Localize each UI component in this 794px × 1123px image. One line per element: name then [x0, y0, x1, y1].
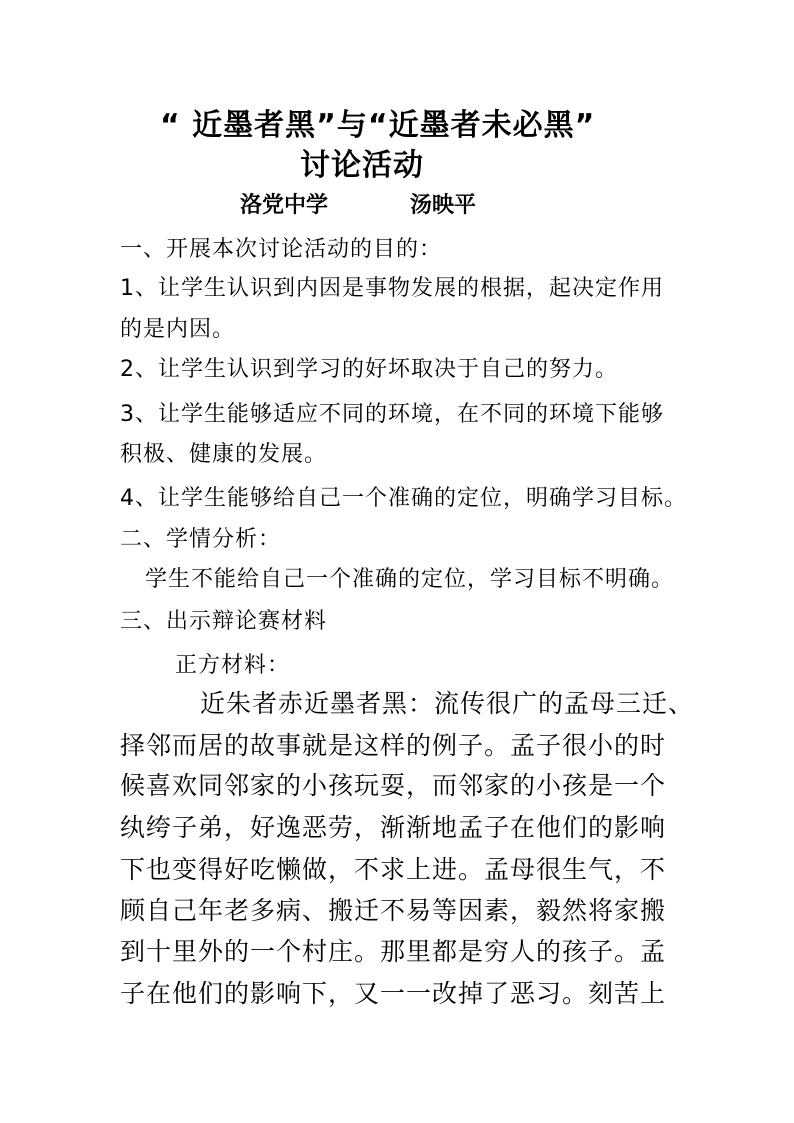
para-line-1: 近朱者赤近墨者黑：流传很广的孟母三迁、 [200, 689, 695, 718]
section1-line-4: 3、让学生能够适应不同的环境，在不同的环境下能够 [120, 402, 664, 427]
para-line-6: 顾自己年老多病、搬迁不易等因素，毅然将家搬 [120, 896, 667, 925]
section1-line-6: 4、让学生能够给自己一个准确的定位，明确学习目标。 [120, 486, 687, 511]
section3-heading: 三、出示辩论赛材料 [120, 609, 328, 634]
title-line-1: “ 近墨者黑”与“近墨者未必黑” [160, 108, 596, 143]
para-line-4: 纨绔子弟，好逸恶劳，渐渐地孟子在他们的影响 [120, 813, 667, 842]
section1-line-3: 2、让学生认识到学习的好坏取决于自己的努力。 [120, 357, 618, 382]
para-line-7: 到十里外的一个村庄。那里都是穷人的孩子。孟 [120, 937, 667, 966]
section2-text: 学生不能给自己一个准确的定位，学习目标不明确。 [145, 567, 675, 592]
para-line-3: 候喜欢同邻家的小孩玩耍，而邻家的小孩是一个 [120, 771, 667, 800]
section3-sub: 正方材料： [175, 653, 291, 678]
section1-line-2: 的是内因。 [120, 317, 236, 342]
para-line-5: 下也变得好吃懒做，不求上进。孟母很生气，不 [120, 855, 667, 884]
section2-heading: 二、学情分析： [120, 527, 282, 552]
title-line-2: 讨论活动 [300, 148, 424, 183]
section1-line-1: 1、让学生认识到内因是事物发展的根据，起决定作用 [120, 276, 664, 301]
section1-line-5: 积极、健康的发展。 [120, 442, 328, 467]
para-line-2: 择邻而居的故事就是这样的例子。孟子很小的时 [120, 731, 667, 760]
section1-heading: 一、开展本次讨论活动的目的： [120, 237, 443, 262]
author-name: 汤映平 [410, 193, 477, 218]
para-line-8: 子在他们的影响下，又一一改掉了恶习。刻苦上 [120, 979, 667, 1008]
author-school: 洛党中学 [240, 193, 329, 218]
